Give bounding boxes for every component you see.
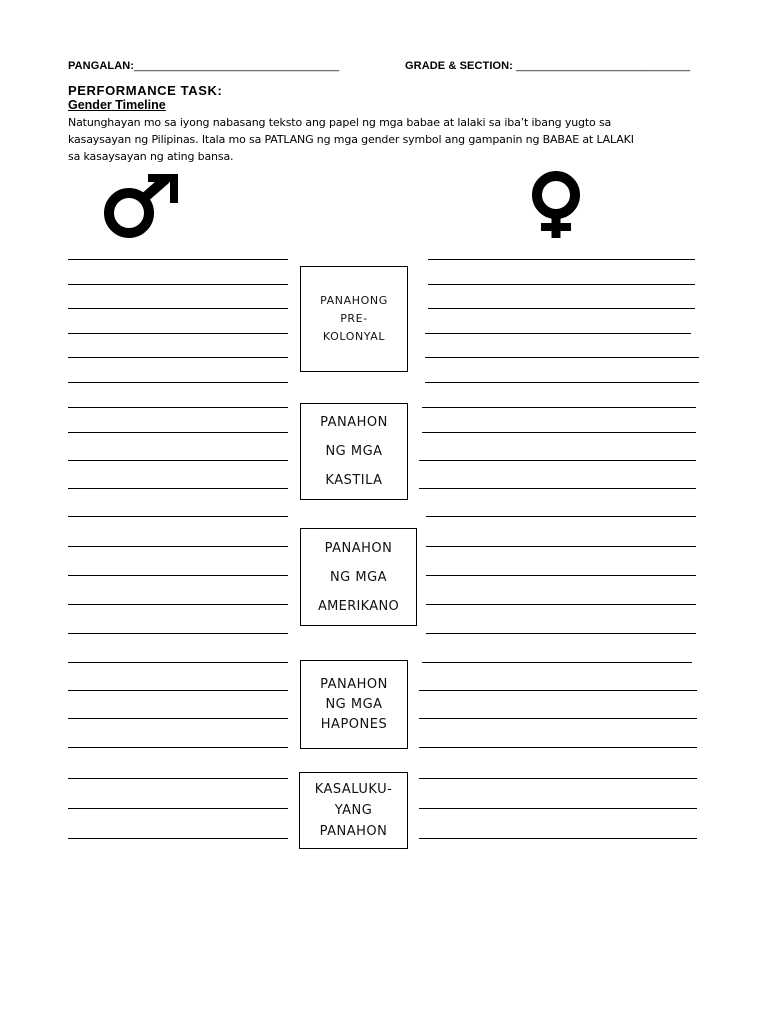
answer-line[interactable]	[419, 690, 697, 691]
era-label: PANAHON	[320, 415, 388, 430]
answer-line[interactable]	[68, 575, 288, 576]
answer-line[interactable]	[68, 460, 288, 461]
era-label: KOLONYAL	[322, 330, 386, 343]
answer-line[interactable]	[68, 604, 288, 605]
answer-line[interactable]	[68, 488, 288, 489]
answer-line[interactable]	[426, 546, 696, 547]
answer-line[interactable]	[425, 333, 691, 334]
era-box-pre-kolonyal	[300, 266, 408, 372]
era-box-hapones	[300, 660, 408, 749]
instruction-line: sa kasaysayan ng ating bansa.	[68, 150, 234, 163]
answer-line[interactable]	[426, 516, 696, 517]
female-symbol-icon	[524, 170, 588, 240]
era-label: YANG	[334, 803, 373, 818]
instruction-line: Natunghayan mo sa iyong nabasang teksto ang papel ng mga babae at lalaki sa iba’t ibang yugto sa	[68, 116, 612, 129]
era-label: PANAHON	[324, 540, 393, 556]
task-subtitle: Gender Timeline	[68, 98, 166, 112]
answer-line[interactable]	[419, 808, 697, 809]
name-field	[68, 60, 339, 72]
grade-section-label: GRADE & SECTION:	[405, 60, 513, 72]
answer-line[interactable]	[68, 633, 288, 634]
answer-line[interactable]	[68, 407, 288, 408]
answer-line[interactable]	[68, 308, 288, 309]
era-label: HAPONES	[320, 716, 388, 732]
era-label: NG MGA	[325, 696, 383, 712]
era-label: KASTILA	[325, 473, 383, 488]
male-symbol-icon	[100, 170, 184, 242]
answer-line[interactable]	[68, 516, 288, 517]
answer-line[interactable]	[68, 333, 288, 334]
answer-line[interactable]	[425, 357, 699, 358]
answer-line[interactable]	[426, 575, 696, 576]
grade-section-blank[interactable]: ____________________________	[516, 60, 691, 72]
answer-line[interactable]	[419, 718, 697, 719]
answer-line[interactable]	[68, 432, 288, 433]
answer-line[interactable]	[426, 633, 696, 634]
answer-line[interactable]	[425, 382, 699, 383]
era-box-kastila	[300, 403, 408, 500]
answer-line[interactable]	[68, 284, 288, 285]
answer-line[interactable]	[68, 718, 288, 719]
answer-line[interactable]	[422, 432, 696, 433]
answer-line[interactable]	[428, 284, 695, 285]
era-label: PANAHON	[320, 676, 388, 692]
answer-line[interactable]	[68, 357, 288, 358]
era-box-kasalukuyan	[299, 772, 408, 849]
era-label: AMERIKANO	[317, 598, 400, 614]
answer-line[interactable]	[419, 488, 696, 489]
era-label: NG MGA	[325, 444, 383, 459]
era-label: PANAHONG	[320, 294, 388, 307]
answer-line[interactable]	[68, 808, 288, 809]
answer-line[interactable]	[68, 747, 288, 748]
era-label: KASALUKU-	[314, 782, 393, 797]
name-label: PANGALAN:	[68, 60, 135, 72]
answer-line[interactable]	[68, 382, 288, 383]
era-box-amerikano	[300, 528, 417, 626]
answer-line[interactable]	[68, 778, 288, 779]
answer-line[interactable]	[68, 662, 288, 663]
answer-line[interactable]	[68, 546, 288, 547]
answer-line[interactable]	[419, 778, 697, 779]
era-label: NG MGA	[329, 569, 388, 585]
task-title: PERFORMANCE TASK:	[68, 83, 223, 98]
instructions	[68, 114, 728, 165]
answer-line[interactable]	[68, 838, 288, 839]
grade-section-field	[405, 60, 690, 72]
answer-line[interactable]	[419, 838, 697, 839]
answer-line[interactable]	[428, 308, 695, 309]
era-label: PRE-	[340, 312, 368, 325]
answer-line[interactable]	[422, 407, 696, 408]
answer-line[interactable]	[422, 662, 692, 663]
instruction-line: kasaysayan ng Pilipinas. Itala mo sa PATLANG ng mga gender symbol ang gampanin ng BABAE at LALAKI	[68, 133, 634, 146]
name-blank[interactable]: _________________________________	[134, 60, 340, 72]
answer-line[interactable]	[428, 259, 695, 260]
answer-line[interactable]	[419, 747, 697, 748]
answer-line[interactable]	[419, 460, 696, 461]
answer-line[interactable]	[68, 259, 288, 260]
era-label: PANAHON	[319, 824, 388, 839]
answer-line[interactable]	[68, 690, 288, 691]
answer-line[interactable]	[426, 604, 696, 605]
